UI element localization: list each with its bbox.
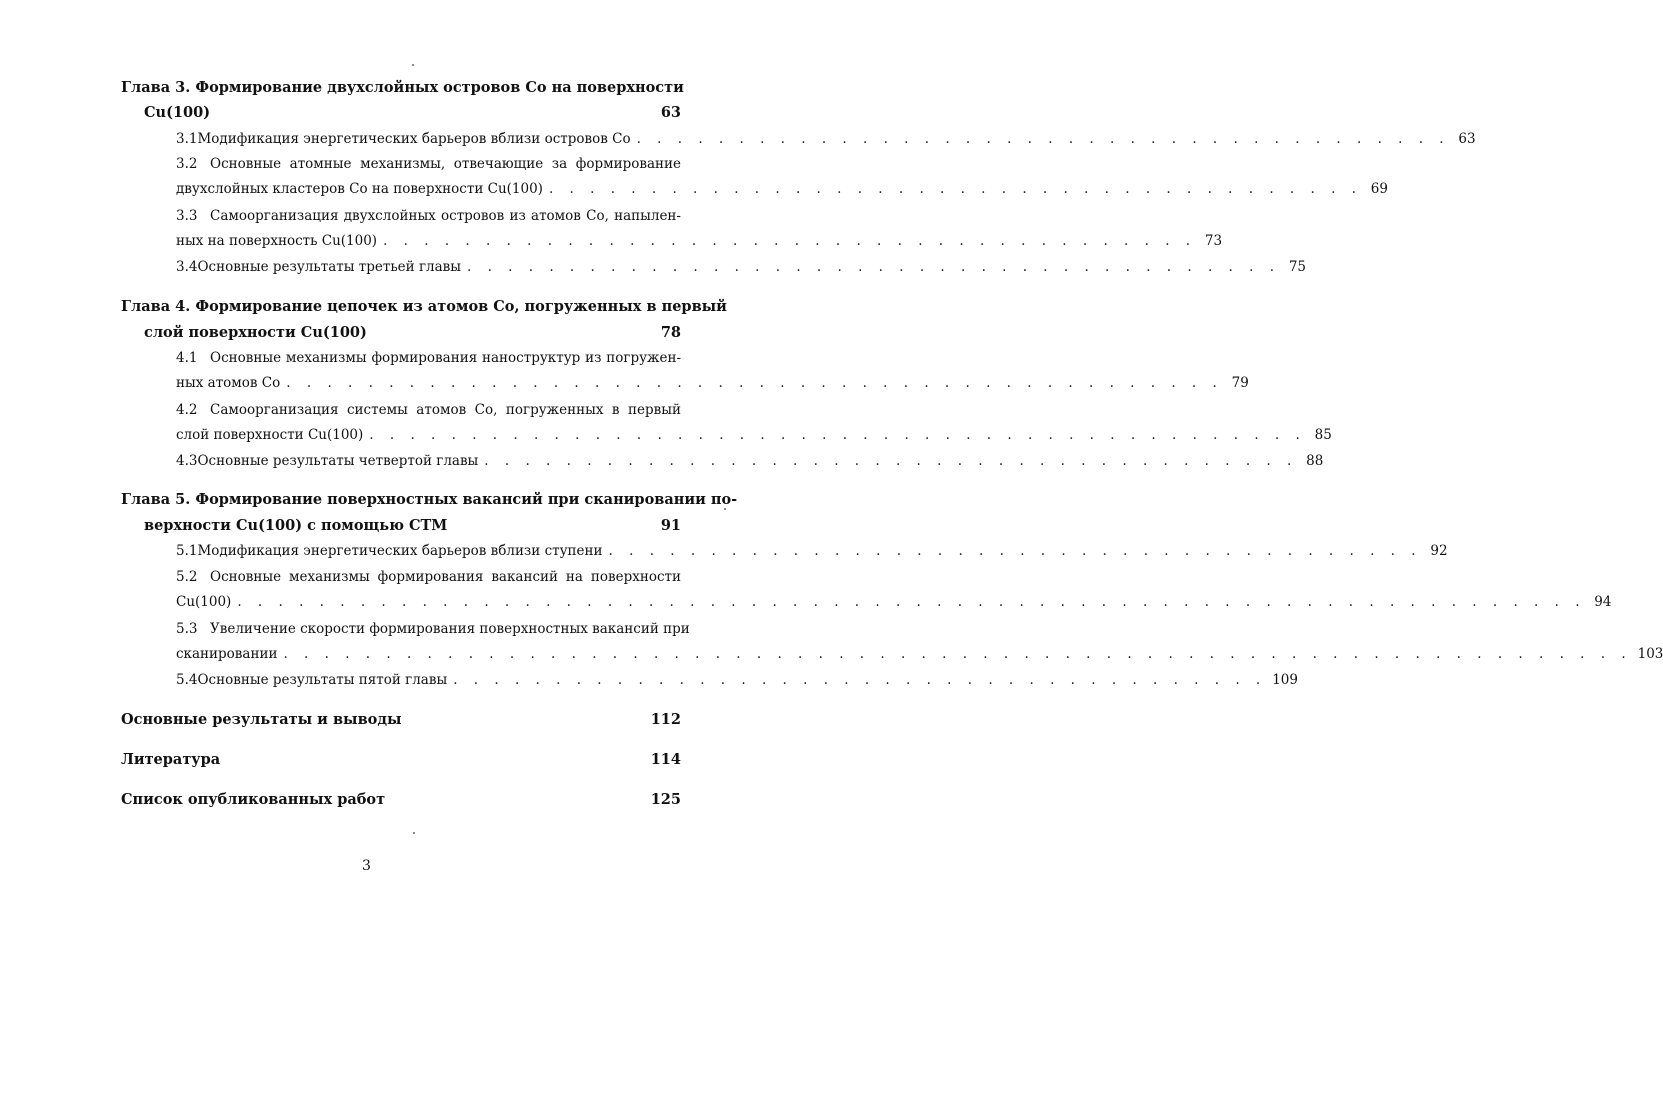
section-number: 3.2 bbox=[176, 156, 198, 172]
scan-speck bbox=[724, 508, 726, 510]
entry-page: 112 bbox=[650, 711, 681, 728]
section-title-line2: двухслойных кластеров Со на поверхности Cu(100) bbox=[176, 181, 543, 197]
chapter-3-title-line2 bbox=[144, 104, 681, 121]
entry-title: Список опубликованных работ bbox=[121, 791, 386, 808]
section-title-line2: Cu(100) bbox=[176, 594, 232, 610]
section-page: 63 bbox=[1458, 131, 1476, 147]
section-number: 3.4 bbox=[176, 259, 198, 275]
toc-entry-4-1-line1[interactable] bbox=[176, 350, 681, 366]
section-title-line1: Основные механизмы формирования вакансий на поверхности bbox=[210, 569, 681, 585]
section-title-line1: Увеличение скорости формирования поверхностных вакансий при bbox=[210, 621, 690, 637]
section-page: 94 bbox=[1594, 594, 1612, 610]
section-title-line2: ных на поверхность Cu(100) bbox=[176, 233, 378, 249]
toc-entry-3-4[interactable]: 3.4 Основные результаты третьей главы . . . . . . . . . . . . . . . . . . . . . . . . . . . . . . . . . . . . . . . . 75 bbox=[176, 259, 1307, 275]
section-number: 5.4 bbox=[176, 672, 198, 688]
section-page: 75 bbox=[1288, 259, 1307, 275]
section-page: 109 bbox=[1272, 672, 1298, 688]
toc-entry-5-4[interactable]: 5.4 Основные результаты пятой главы . . . . . . . . . . . . . . . . . . . . . . . . . . . . . . . . . . . . . . . . 109 bbox=[176, 672, 1298, 688]
section-page: 85 bbox=[1314, 427, 1332, 443]
toc-entry-3-3-line1[interactable] bbox=[176, 208, 681, 224]
section-number: 4.3 bbox=[176, 453, 198, 469]
section-number: 3.3 bbox=[176, 208, 198, 224]
page-number: 3 bbox=[362, 858, 371, 874]
scan-speck bbox=[413, 832, 415, 834]
section-title-line2: ных атомов Со bbox=[176, 375, 281, 391]
section-title-line1: Самоорганизация двухслойных островов из атомов Со, напылен- bbox=[210, 208, 681, 224]
section-title: Модификация энергетических барьеров вблизи ступени bbox=[197, 543, 603, 559]
toc-entry-4-2-line1[interactable] bbox=[176, 402, 681, 418]
chapter-5-title-line1: Глава 5. Формирование поверхностных вакансий при сканировании по- bbox=[121, 491, 738, 508]
section-title-line1: Основные атомные механизмы, отвечающие за формирование bbox=[210, 156, 681, 172]
section-title-line2: слой поверхности Cu(100) bbox=[176, 427, 364, 443]
section-number: 5.1 bbox=[176, 543, 198, 559]
scan-speck bbox=[412, 64, 414, 66]
section-title: Основные результаты четвертой главы bbox=[197, 453, 479, 469]
section-page: 88 bbox=[1306, 453, 1324, 469]
chapter-4-title-line1: Глава 4. Формирование цепочек из атомов Со, погруженных в первый bbox=[121, 298, 727, 315]
chapter-3-page: 63 bbox=[660, 104, 681, 121]
section-number: 5.2 bbox=[176, 569, 198, 585]
entry-title: Литература bbox=[121, 751, 221, 768]
toc-entry-5-3-line2[interactable]: сканировании . . . . . . . . . . . . . . . . . . . . . . . . . . . . . . . . . . . . . . . . . . . . . . . . . . . . . . . . . . . . . . . . . . 103 bbox=[176, 646, 1663, 662]
section-title-line2: сканировании bbox=[176, 646, 278, 662]
toc-entry-3-3-line2[interactable]: ных на поверхность Cu(100) . . . . . . . . . . . . . . . . . . . . . . . . . . . . . . . . . . . . . . . . 73 bbox=[176, 233, 1223, 249]
section-number: 4.1 bbox=[176, 350, 198, 366]
chapter-4-title-cont: слой поверхности Cu(100) bbox=[144, 324, 367, 341]
toc-entry-5-2-line1[interactable] bbox=[176, 569, 681, 585]
toc-entry-3-2-line2[interactable]: двухслойных кластеров Со на поверхности Cu(100) . . . . . . . . . . . . . . . . . . . . . . . . . . . . . . . . . . . . . . . . 69 bbox=[176, 181, 1388, 197]
section-title-line1: Самоорганизация системы атомов Со, погруженных в первый bbox=[210, 402, 681, 418]
toc-entry-5-1[interactable]: 5.1 Модификация энергетических барьеров вблизи ступени . . . . . . . . . . . . . . . . . . . . . . . . . . . . . . . . . . . . . . . . 92 bbox=[176, 543, 1448, 559]
section-number: 3.1 bbox=[176, 131, 198, 147]
toc-entry-4-1-line2[interactable]: ных атомов Со . . . . . . . . . . . . . . . . . . . . . . . . . . . . . . . . . . . . . . . . . . . . . . 79 bbox=[176, 375, 1249, 391]
section-number: 4.2 bbox=[176, 402, 198, 418]
entry-page: 114 bbox=[650, 751, 681, 768]
entry-page: 125 bbox=[650, 791, 681, 808]
section-title: Основные результаты третьей главы bbox=[197, 259, 461, 275]
toc-entry-4-2-line2[interactable]: слой поверхности Cu(100) . . . . . . . . . . . . . . . . . . . . . . . . . . . . . . . . . . . . . . . . . . . . . . 85 bbox=[176, 427, 1332, 443]
entry-title: Основные результаты и выводы bbox=[121, 711, 402, 728]
chapter-5-title-cont: верхности Cu(100) с помощью СТМ bbox=[144, 517, 448, 534]
toc-entry-3-1[interactable]: 3.1 Модификация энергетических барьеров вблизи островов Со . . . . . . . . . . . . . . . . . . . . . . . . . . . . . . . . . . . . . . . . 63 bbox=[176, 131, 1476, 147]
chapter-4-title-line2 bbox=[144, 324, 681, 341]
toc-entry-5-2-line2[interactable]: Cu(100) . . . . . . . . . . . . . . . . . . . . . . . . . . . . . . . . . . . . . . . . . . . . . . . . . . . . . . . . . . . . . . . . . . 94 bbox=[176, 594, 1612, 610]
section-page: 103 bbox=[1637, 646, 1663, 662]
chapter-3-title-cont: Cu(100) bbox=[144, 104, 211, 121]
chapter-5-page: 91 bbox=[660, 517, 681, 534]
chapter-5-title-line2 bbox=[144, 517, 681, 534]
toc-entry-publications[interactable] bbox=[121, 791, 681, 808]
toc-entry-4-3[interactable]: 4.3 Основные результаты четвертой главы . . . . . . . . . . . . . . . . . . . . . . . . . . . . . . . . . . . . . . . . 88 bbox=[176, 453, 1324, 469]
section-page: 69 bbox=[1370, 181, 1388, 197]
section-page: 92 bbox=[1430, 543, 1448, 559]
section-title-line1: Основные механизмы формирования наноструктур из погружен- bbox=[210, 350, 681, 366]
toc-entry-5-3-line1[interactable] bbox=[176, 621, 690, 637]
section-page: 79 bbox=[1231, 375, 1249, 391]
section-number: 5.3 bbox=[176, 621, 198, 637]
toc-entry-3-2-line1[interactable] bbox=[176, 156, 681, 172]
chapter-3-title-line1: Глава 3. Формирование двухслойных островов Со на поверхности bbox=[121, 79, 684, 96]
toc-entry-results[interactable] bbox=[121, 711, 681, 728]
section-title: Основные результаты пятой главы bbox=[197, 672, 448, 688]
chapter-4-page: 78 bbox=[660, 324, 681, 341]
section-title: Модификация энергетических барьеров вблизи островов Со bbox=[197, 131, 631, 147]
section-page: 73 bbox=[1204, 233, 1223, 249]
toc-entry-literature[interactable] bbox=[121, 751, 681, 768]
